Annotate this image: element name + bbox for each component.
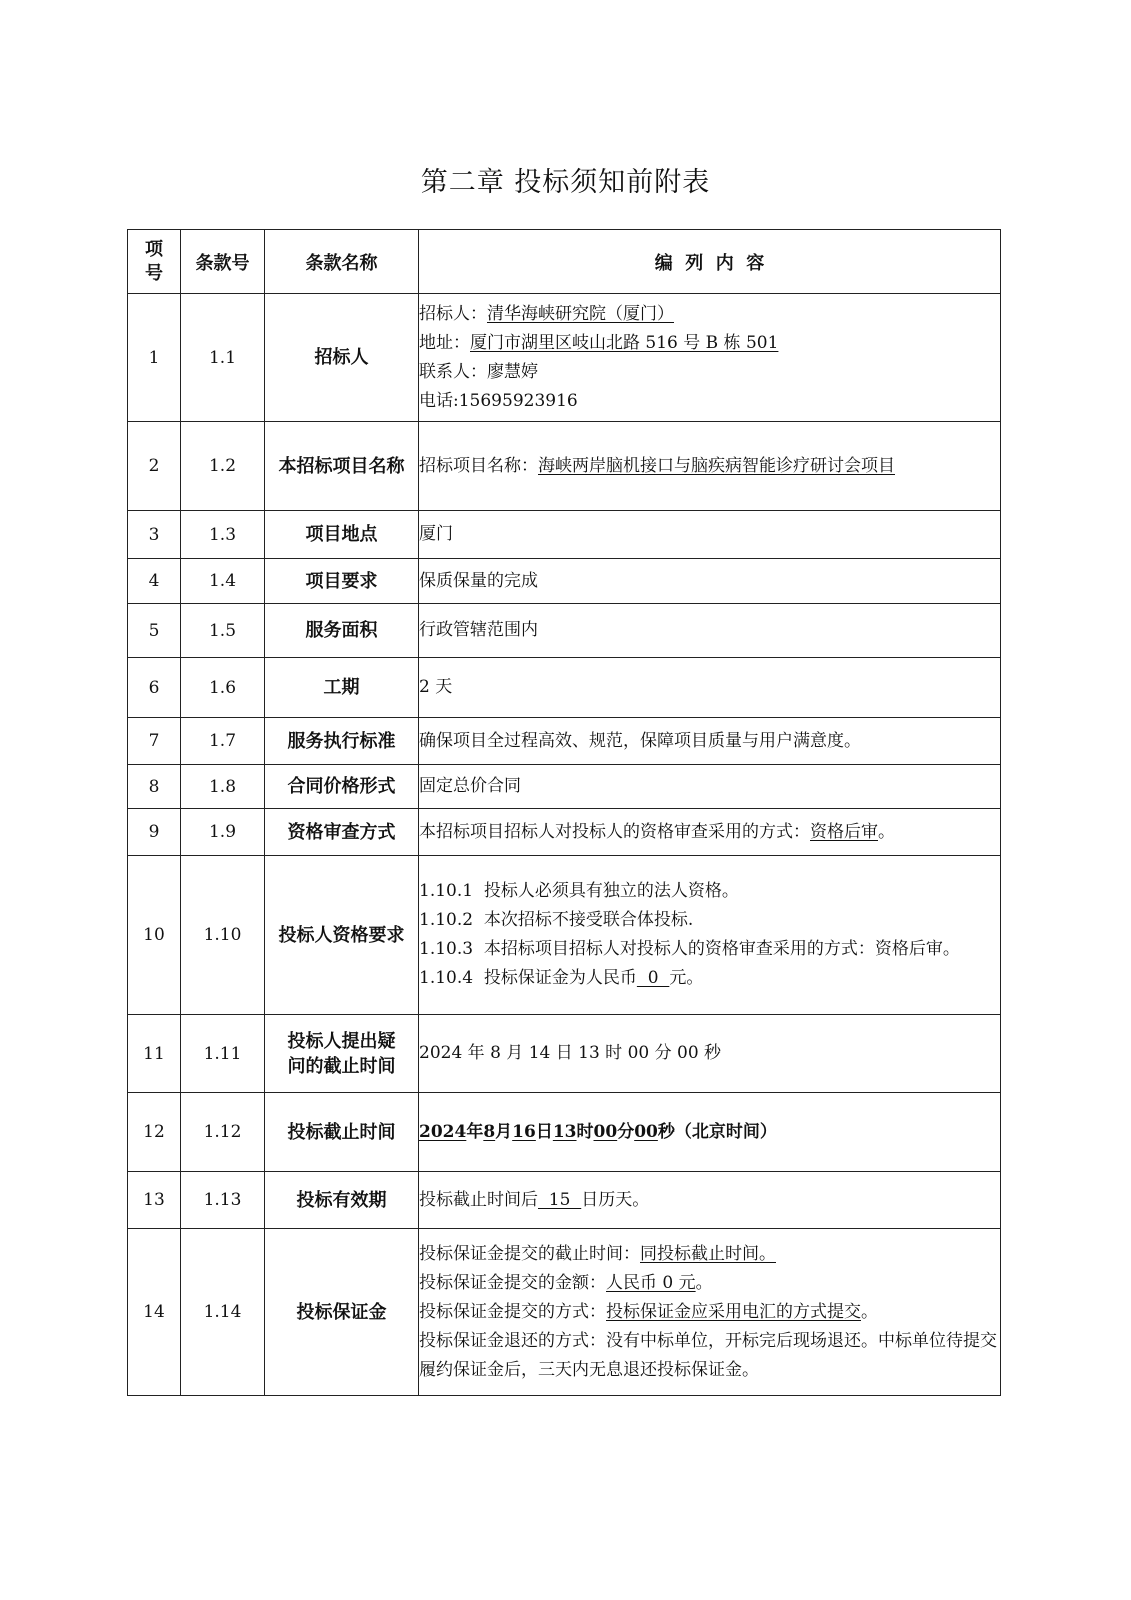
row-clause: 1.13 [181,1172,265,1229]
table-row [128,809,1001,856]
table-row [128,658,1001,718]
row-clause: 1.4 [181,559,265,604]
header-item-no-line2: 号 [145,262,163,284]
row-no: 4 [128,559,181,604]
row-name: 投标截止时间 [265,1093,419,1172]
row-no: 10 [128,856,181,1015]
deadline-hour: 13 [552,1121,577,1142]
row-clause: 1.12 [181,1093,265,1172]
tenderer-line [419,300,1000,329]
deposit-amount-label: 投标保证金提交的金额： [419,1272,606,1293]
validity-suffix: 日历天。 [581,1189,650,1210]
phone-value: 15695923916 [458,390,578,411]
row-content: 2 天 [419,658,1001,718]
row-content: 保质保量的完成 [419,559,1001,604]
review-method-prefix: 本招标项目招标人对投标人的资格审查采用的方式： [419,821,810,842]
phone-label: 电话: [419,390,459,411]
row-name: 资格审查方式 [265,809,419,856]
row-content: 确保项目全过程高效、规范，保障项目质量与用户满意度。 [419,718,1001,765]
project-name-line [419,452,1000,481]
validity-prefix: 投标截止时间后 [419,1189,538,1210]
table-row [128,1229,1001,1396]
address-label: 地址： [419,332,470,353]
header-item-no-line1: 项 [145,238,163,260]
row-name: 招标人 [265,294,419,422]
deadline-second: 00 [634,1121,658,1142]
deposit-method-value: 投标保证金应采用电汇的方式提交 [606,1301,861,1322]
row-content [419,1093,1001,1172]
row-content: 行政管辖范围内 [419,604,1001,658]
row-name: 服务面积 [265,604,419,658]
row-clause: 1.2 [181,422,265,511]
row-content [419,294,1001,422]
deposit-deadline-label: 投标保证金提交的截止时间： [419,1243,640,1264]
header-item-no [128,230,181,294]
table-row [128,718,1001,765]
row-clause: 1.1 [181,294,265,422]
row-content: 厦门 [419,511,1001,559]
row-name: 项目地点 [265,511,419,559]
table-row [128,604,1001,658]
validity-line [419,1186,1000,1215]
row-content [419,1229,1001,1396]
row-content: 2024 年 8 月 14 日 13 时 00 分 00 秒 [419,1015,1001,1093]
review-method-suffix: 。 [878,821,895,842]
table-header-row [128,230,1001,294]
row-name: 项目要求 [265,559,419,604]
header-content: 编 列 内 容 [419,230,1001,294]
deposit-prefix: 1.10.4 投标保证金为人民币 [419,968,637,988]
row-no: 7 [128,718,181,765]
table-row [128,1015,1001,1093]
deposit-amount-suffix: 。 [695,1272,713,1293]
review-method-line [419,818,1000,847]
row-no: 6 [128,658,181,718]
row-name: 合同价格形式 [265,765,419,809]
deadline-minute: 00 [593,1121,618,1142]
table-row [128,1093,1001,1172]
deposit-method-label: 投标保证金提交的方式： [419,1301,606,1322]
table-row [128,422,1001,511]
deposit-deadline-line [419,1240,1000,1269]
qualification-item: 1.10.3 本招标项目招标人对投标人的资格审查采用的方式：资格后审。 [419,939,960,959]
qualification-item: 1.10.1 投标人必须具有独立的法人资格。 [419,881,739,901]
table-row [128,1172,1001,1229]
qualification-deposit-line [419,964,1000,993]
deposit-amount-line [419,1269,1000,1298]
row-clause: 1.3 [181,511,265,559]
row-clause: 1.11 [181,1015,265,1093]
tenderer-label: 招标人： [419,303,487,324]
row-no: 2 [128,422,181,511]
row-content [419,422,1001,511]
row-name: 工期 [265,658,419,718]
row-clause: 1.5 [181,604,265,658]
row-no: 8 [128,765,181,809]
deposit-amount-value: 人民币 0 元 [606,1272,696,1293]
address-line [419,329,1000,358]
deposit-method-line [419,1298,1000,1327]
deadline-hour-unit: 时 [576,1121,594,1142]
row-no: 5 [128,604,181,658]
row-name: 投标保证金 [265,1229,419,1396]
deposit-value: 0 [636,968,670,988]
bid-deadline-line [419,1118,1000,1147]
qualification-item: 1.10.2 本次招标不接受联合体投标. [419,910,694,930]
table-row [128,765,1001,809]
row-clause: 1.7 [181,718,265,765]
project-name-label: 招标项目名称： [419,455,538,476]
deposit-refund-text: 投标保证金退还的方式：没有中标单位，开标完后现场退还。中标单位待提交履约保证金后，三天内无息退还投标保证金。 [419,1330,997,1380]
table-row [128,856,1001,1015]
contact-line [419,358,1000,387]
deadline-day: 16 [512,1121,536,1142]
bid-notice-table [127,229,1001,1396]
row-name: 本招标项目名称 [265,422,419,511]
contact-label: 联系人： [419,361,487,382]
header-clause-name: 条款名称 [265,230,419,294]
row-no: 3 [128,511,181,559]
row-no: 13 [128,1172,181,1229]
row-clause: 1.14 [181,1229,265,1396]
row-no: 14 [128,1229,181,1396]
row-clause: 1.10 [181,856,265,1015]
deposit-suffix: 元。 [669,968,704,988]
deadline-second-unit: 秒（北京时间） [657,1121,777,1142]
row-content [419,809,1001,856]
deposit-deadline-value: 同投标截止时间。 [640,1243,776,1264]
row-name: 服务执行标准 [265,718,419,765]
review-method-value: 资格后审 [810,821,878,842]
row-content [419,856,1001,1015]
deadline-month: 8 [483,1121,496,1142]
row-no: 9 [128,809,181,856]
header-clause-no: 条款号 [181,230,265,294]
project-name-value: 海峡两岸脑机接口与脑疾病智能诊疗研讨会项目 [538,455,895,476]
validity-value: 15 [538,1189,582,1210]
deadline-year: 2024 [419,1121,467,1142]
deadline-minute-unit: 分 [617,1121,635,1142]
contact-value: 廖慧婷 [487,361,538,382]
row-clause: 1.9 [181,809,265,856]
deadline-month-unit: 月 [495,1121,513,1142]
row-no: 12 [128,1093,181,1172]
row-content: 固定总价合同 [419,765,1001,809]
row-clause: 1.8 [181,765,265,809]
row-no: 11 [128,1015,181,1093]
deposit-method-suffix: 。 [861,1301,878,1322]
table-row [128,294,1001,422]
table-row [128,559,1001,604]
row-no: 1 [128,294,181,422]
row-name: 投标人资格要求 [265,856,419,1015]
address-value: 厦门市湖里区岐山北路 516 号 B 栋 501 [470,332,779,353]
table-row [128,511,1001,559]
row-name: 投标有效期 [265,1172,419,1229]
deadline-day-unit: 日 [535,1121,553,1142]
row-name: 投标人提出疑问的截止时间 [265,1015,419,1093]
tenderer-value: 清华海峡研究院（厦门） [487,303,674,324]
phone-line [419,387,1000,416]
deadline-year-unit: 年 [466,1121,484,1142]
row-content [419,1172,1001,1229]
row-clause: 1.6 [181,658,265,718]
page-title: 第二章 投标须知前附表 [420,167,711,198]
